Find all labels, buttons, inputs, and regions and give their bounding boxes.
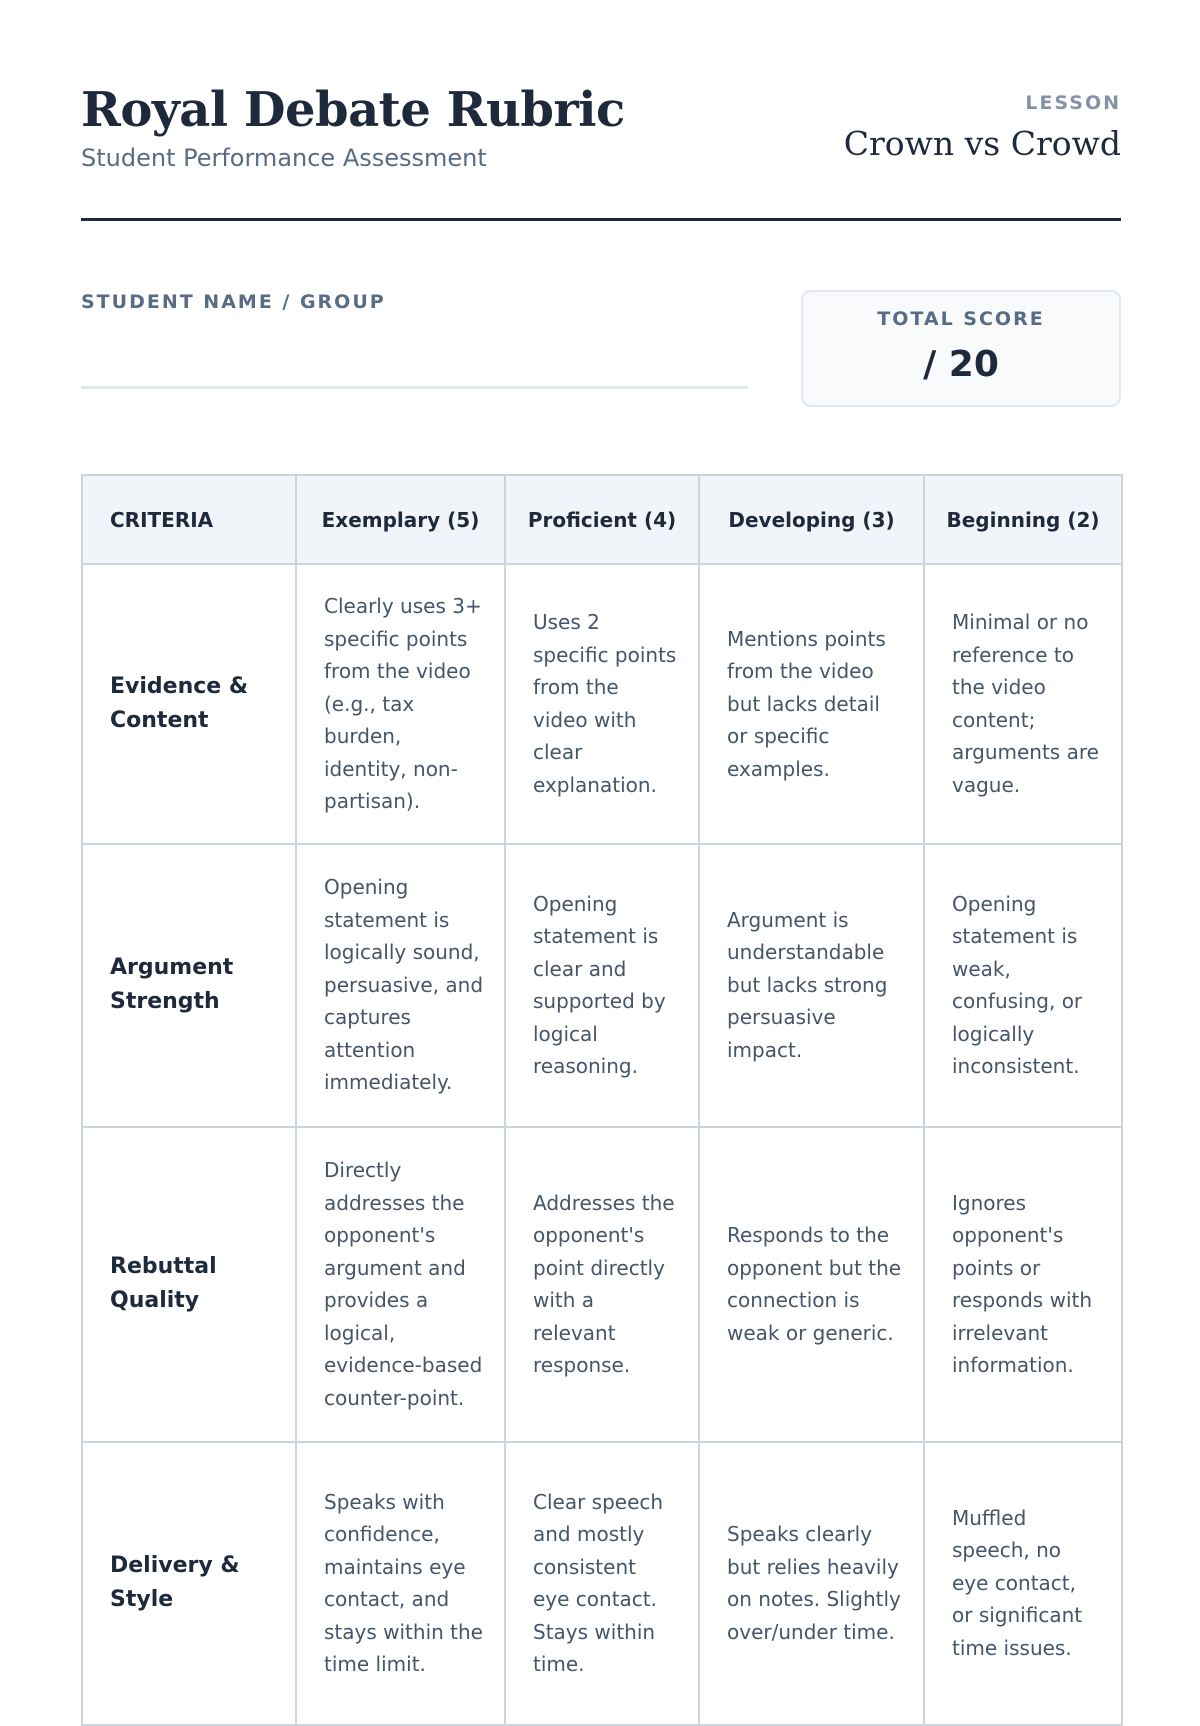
descriptor-cell: Muffled speech, no eye contact, or significant time issues. [924, 1442, 1122, 1725]
rubric-table [81, 474, 1123, 1726]
criterion-label: Delivery & Style [82, 1442, 296, 1725]
criterion-label: Rebuttal Quality [82, 1127, 296, 1442]
descriptor-cell: Speaks clearly but relies heavily on notes. Slightly over/under time. [699, 1442, 924, 1725]
page-subtitle: Student Performance Assessment [81, 144, 487, 172]
rubric-header-row [82, 475, 1122, 564]
descriptor-cell: Clearly uses 3+ specific points from the video (e.g., tax burden, identity, non-partisan). [296, 564, 505, 844]
student-name-field[interactable] [81, 386, 748, 389]
descriptor-cell: Minimal or no reference to the video content; arguments are vague. [924, 564, 1122, 844]
descriptor-cell: Ignores opponent's points or responds with irrelevant information. [924, 1127, 1122, 1442]
total-score-value: / 20 [923, 344, 999, 385]
table-row [82, 564, 1122, 844]
descriptor-cell: Uses 2 specific points from the video with clear explanation. [505, 564, 699, 844]
table-row [82, 1442, 1122, 1725]
descriptor-cell: Opening statement is weak, confusing, or logically inconsistent. [924, 844, 1122, 1127]
total-score-label: TOTAL SCORE [877, 308, 1045, 330]
header-proficient: Proficient (4) [505, 475, 699, 564]
table-row [82, 1127, 1122, 1442]
table-row [82, 844, 1122, 1127]
descriptor-cell: Clear speech and mostly consistent eye contact. Stays within time. [505, 1442, 699, 1725]
criterion-label: Evidence & Content [82, 564, 296, 844]
descriptor-cell: Opening statement is clear and supported by logical reasoning. [505, 844, 699, 1127]
lesson-name: Crown vs Crowd [843, 124, 1121, 163]
descriptor-cell: Argument is understandable but lacks strong persuasive impact. [699, 844, 924, 1127]
descriptor-cell: Opening statement is logically sound, persuasive, and captures attention immediately. [296, 844, 505, 1127]
descriptor-cell: Directly addresses the opponent's argument and provides a logical, evidence-based counter-point. [296, 1127, 505, 1442]
page-header [81, 82, 1121, 222]
header-divider [81, 218, 1121, 221]
descriptor-cell: Addresses the opponent's point directly with a relevant response. [505, 1127, 699, 1442]
header-beginning: Beginning (2) [924, 475, 1122, 564]
descriptor-cell: Responds to the opponent but the connection is weak or generic. [699, 1127, 924, 1442]
page-title: Royal Debate Rubric [81, 82, 625, 138]
descriptor-cell: Speaks with confidence, maintains eye contact, and stays within the time limit. [296, 1442, 505, 1725]
descriptor-cell: Mentions points from the video but lacks detail or specific examples. [699, 564, 924, 844]
header-exemplary: Exemplary (5) [296, 475, 505, 564]
header-developing: Developing (3) [699, 475, 924, 564]
lesson-label: LESSON [1025, 92, 1121, 114]
criterion-label: Argument Strength [82, 844, 296, 1127]
total-score-box [801, 290, 1121, 407]
header-criteria: CRITERIA [82, 475, 296, 564]
student-name-label: STUDENT NAME / GROUP [81, 291, 386, 313]
